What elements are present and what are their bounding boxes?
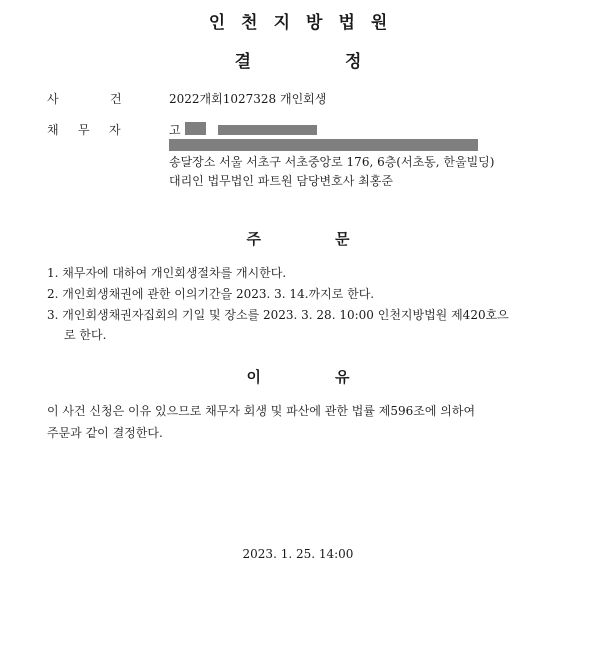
document-type (0, 47, 596, 72)
heading-char: 문 (335, 230, 350, 248)
order-item-2: 2. 개인회생채권에 관한 이의기간을 2023. 3. 14.까지로 한다. (47, 287, 375, 301)
doc-type-char: 결 (234, 52, 251, 72)
heading-char: 유 (335, 368, 350, 386)
label-char: 사 (47, 92, 59, 106)
doc-type-char: 정 (345, 52, 362, 72)
service-address: 송달장소 서울 서초구 서초중앙로 176, 6층(서초동, 한울빌딩) (169, 155, 495, 169)
order-item-1: 1. 채무자에 대하여 개인회생절차를 개시한다. (47, 266, 287, 280)
reason-line-1: 이 사건 신청은 이유 있으므로 채무자 회생 및 파산에 관한 법률 제596조에 의하여 (47, 404, 476, 418)
court-char: 원 (370, 13, 388, 33)
court-char: 지 (273, 13, 290, 33)
court-char: 법 (338, 13, 355, 33)
redacted-name (185, 122, 206, 135)
court-char: 방 (306, 13, 323, 33)
case-number: 2022개회1027328 개인회생 (169, 92, 327, 106)
label-char: 자 (109, 123, 121, 137)
court-char: 인 (208, 13, 226, 33)
decision-date: 2023. 1. 25. 14:00 (242, 547, 354, 561)
label-char: 무 (78, 123, 90, 137)
redacted-address (169, 139, 478, 151)
court-name (0, 8, 596, 33)
heading-char: 이 (246, 368, 261, 386)
reason-heading (0, 366, 596, 387)
case-label (47, 89, 141, 109)
heading-char: 주 (246, 230, 261, 248)
label-char: 채 (47, 123, 59, 137)
order-item-3-continued: 로 한다. (64, 328, 107, 342)
debtor-name-prefix: 고 (169, 123, 181, 137)
order-heading (0, 228, 596, 249)
legal-agent: 대리인 법무법인 파트원 담당변호사 최홍준 (169, 174, 393, 188)
reason-line-2: 주문과 같이 결정한다. (47, 426, 163, 440)
label-char: 건 (110, 92, 122, 106)
court-char: 천 (241, 13, 258, 33)
redacted-identifier (218, 125, 317, 135)
order-item-3: 3. 개인회생채권자집회의 기일 및 장소를 2023. 3. 28. 10:00 인천지방법원 제420호으 (47, 308, 509, 322)
debtor-label (47, 120, 140, 140)
